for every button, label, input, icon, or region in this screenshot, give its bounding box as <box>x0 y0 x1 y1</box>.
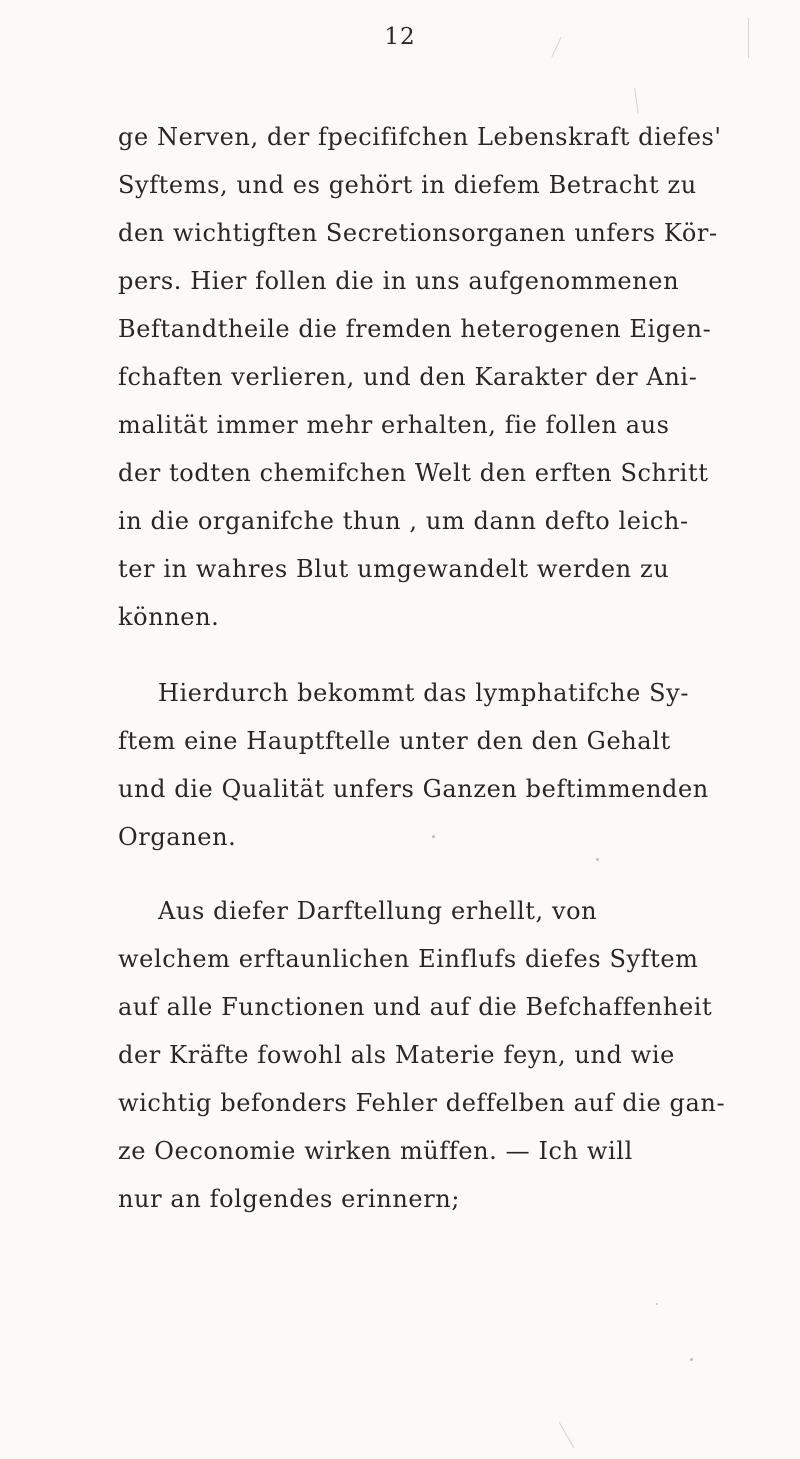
text-line: Hierdurch bekommt das lymphatifche Sy- <box>158 679 690 707</box>
text-line: in die organifche thun , um dann defto leich- <box>118 507 689 535</box>
text-line: wichtig befonders Fehler deffelben auf die gan- <box>118 1089 726 1117</box>
text-line: und die Qualität unfers Ganzen beftimmenden <box>118 775 709 803</box>
text-line: der Kräfte fowohl als Materie feyn, und wie <box>118 1041 675 1069</box>
text-line: Beftandtheile die fremden heterogenen Eigen- <box>118 315 712 343</box>
paper-scratch <box>748 18 749 58</box>
paper-scratch <box>559 1422 575 1448</box>
text-line: Syftems, und es gehört in diefem Betracht zu <box>118 171 697 199</box>
text-line: pers. Hier follen die in uns aufgenommenen <box>118 267 680 295</box>
text-line: der todten chemifchen Welt den erften Schritt <box>118 459 709 487</box>
page-number: 12 <box>384 24 416 50</box>
paper-scratch <box>634 88 639 114</box>
paper-speck <box>656 1303 658 1305</box>
text-line: malität immer mehr erhalten, fie follen aus <box>118 411 670 439</box>
paper-speck <box>432 835 435 838</box>
text-line: Organen. <box>118 823 237 851</box>
text-line: den wichtigften Secretionsorganen unfers Kör- <box>118 219 718 247</box>
text-line: ge Nerven, der fpecififchen Lebenskraft diefes' <box>118 123 722 151</box>
paper-speck <box>690 1358 693 1361</box>
text-line: welchem erftaunlichen Einflufs diefes Syftem <box>118 945 699 973</box>
text-line: nur an folgendes erinnern; <box>118 1185 461 1213</box>
text-line: ftem eine Hauptftelle unter den den Gehalt <box>118 727 671 755</box>
text-line: ze Oeconomie wirken müffen. — Ich will <box>118 1137 633 1165</box>
text-line: ter in wahres Blut umgewandelt werden zu <box>118 555 670 583</box>
text-line: auf alle Functionen und auf die Befchaffenheit <box>118 993 713 1021</box>
text-line: fchaften verlieren, und den Karakter der Ani- <box>118 363 698 391</box>
text-line: Aus diefer Darftellung erhellt, von <box>158 897 598 925</box>
paper-speck <box>596 858 599 861</box>
text-line: können. <box>118 603 220 631</box>
